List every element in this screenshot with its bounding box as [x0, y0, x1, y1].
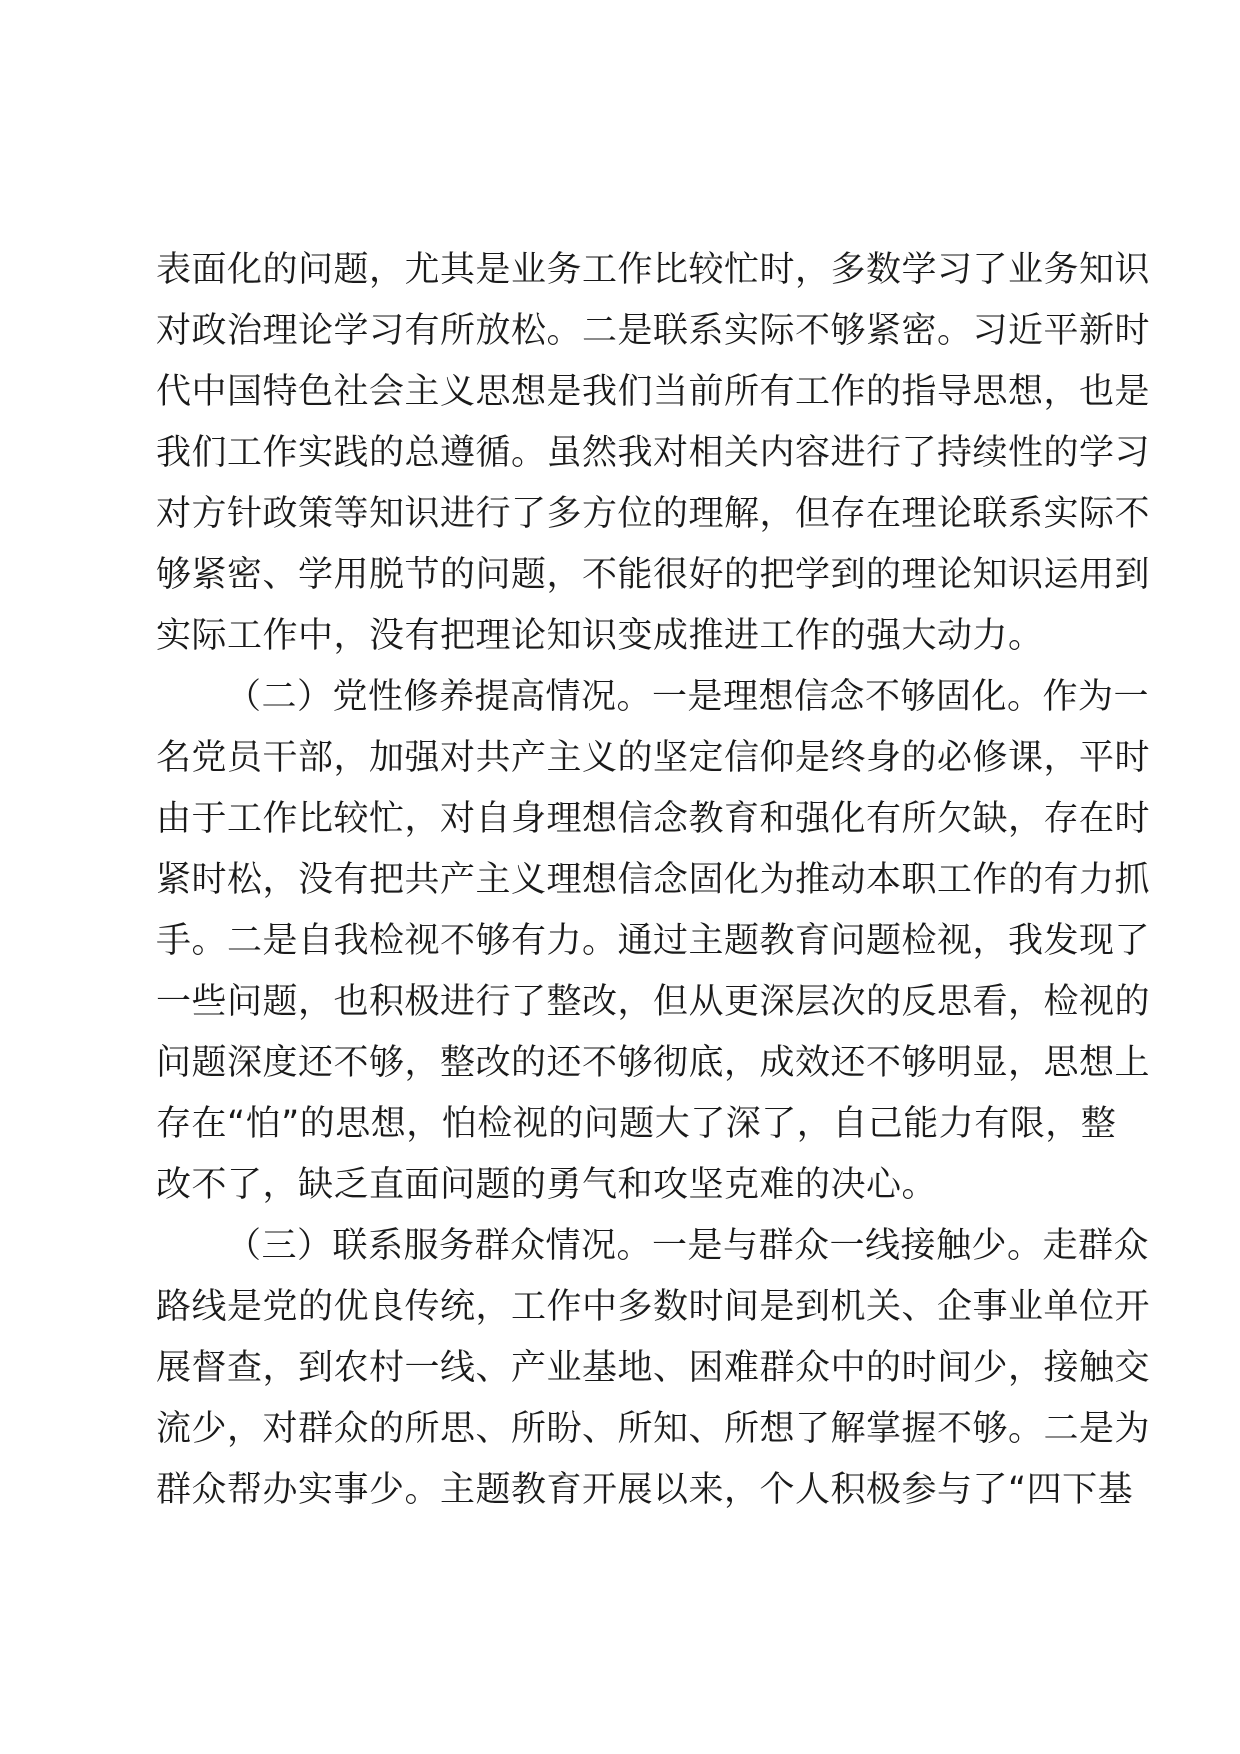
text-line: （三）联系服务群众情况。一是与群众一线接触少。走群众	[226, 1226, 1150, 1266]
text-line: 路线是党的优良传统，工作中多数时间是到机关、企事业单位开	[156, 1287, 1151, 1327]
text-line: 一些问题，也积极进行了整改，但从更深层次的反思看，检视的	[156, 982, 1151, 1022]
text-line: 名党员干部，加强对共产主义的坚定信仰是终身的必修课，平时	[156, 738, 1151, 778]
text-line: 紧时松，没有把共产主义理想信念固化为推动本职工作的有力抓	[156, 860, 1151, 900]
text-line: 实际工作中，没有把理论知识变成推进工作的强大动力。	[156, 616, 1044, 656]
text-line: 表面化的问题，尤其是业务工作比较忙时，多数学习了业务知识	[156, 250, 1151, 290]
text-line: 由于工作比较忙，对自身理想信念教育和强化有所欠缺，存在时	[156, 799, 1151, 839]
text-line: 手。二是自我检视不够有力。通过主题教育问题检视，我发现了	[156, 921, 1151, 961]
text-line: 流少，对群众的所思、所盼、所知、所想了解掌握不够。二是为	[156, 1409, 1151, 1449]
body-text	[156, 240, 1151, 1521]
text-line: 代中国特色社会主义思想是我们当前所有工作的指导思想，也是	[156, 372, 1151, 412]
text-line: 改不了，缺乏直面问题的勇气和攻坚克难的决心。	[156, 1165, 938, 1205]
text-line: 问题深度还不够，整改的还不够彻底，成效还不够明显，思想上	[156, 1043, 1151, 1083]
text-line: 展督查，到农村一线、产业基地、困难群众中的时间少，接触交	[156, 1348, 1151, 1388]
text-line: 存在“怕”的思想，怕检视的问题大了深了，自己能力有限，整	[156, 1104, 1117, 1144]
text-line: 我们工作实践的总遵循。虽然我对相关内容进行了持续性的学习	[156, 433, 1151, 473]
text-line: 群众帮办实事少。主题教育开展以来，个人积极参与了“四下基	[156, 1470, 1134, 1510]
text-line: 对政治理论学习有所放松。二是联系实际不够紧密。习近平新时	[156, 311, 1151, 351]
text-line: 对方针政策等知识进行了多方位的理解，但存在理论联系实际不	[156, 494, 1151, 534]
text-line: 够紧密、学用脱节的问题，不能很好的把学到的理论知识运用到	[156, 555, 1151, 595]
text-line: （二）党性修养提高情况。一是理想信念不够固化。作为一	[226, 677, 1150, 717]
